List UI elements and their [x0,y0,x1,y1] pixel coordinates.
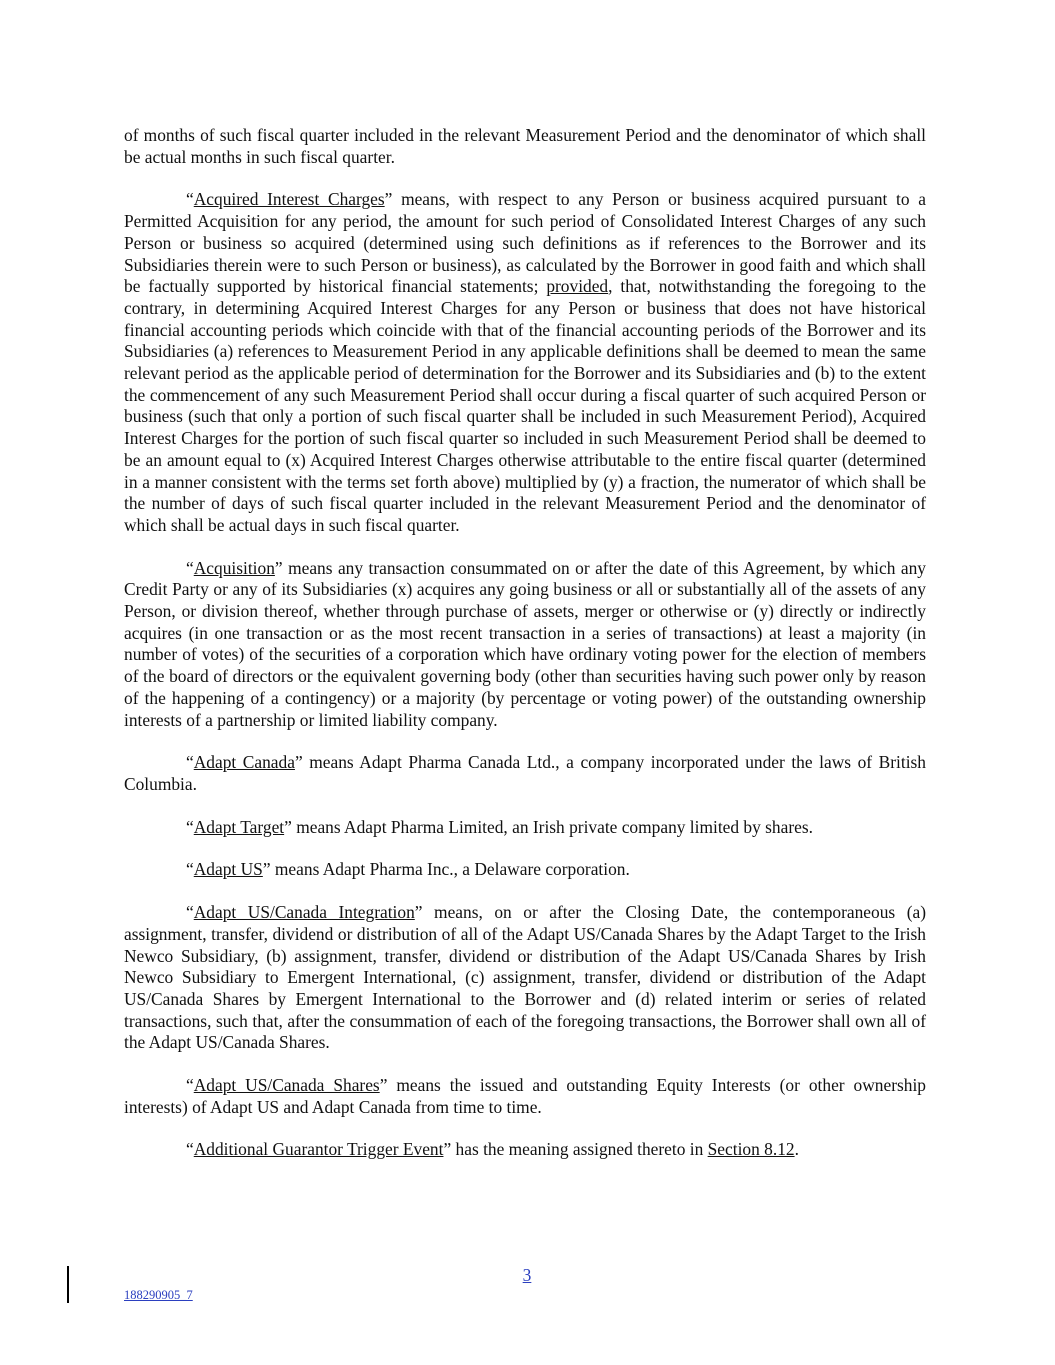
definition-adapt-us-canada-shares [124,1075,926,1118]
section-reference-link[interactable]: Section 8.12 [707,1139,795,1160]
definition-text: means, with respect to any Person or business acquired pursuant to a Permitted Acquisition for any period, the amount for such period of Consolidated Interest Charges of any such Person or business so acquired (determined using such definitions as if references to the Borrower and its Subsidiaries therein were to such Person or business), as calculated by the Borrower in good faith and which shall be factually supported by historical financial statements; [124,189,926,297]
close-quote: ” [294,752,303,773]
close-quote: ” [274,557,283,578]
definition-adapt-us [124,859,926,881]
definition-text: means Adapt Pharma Inc., a Delaware corporation. [270,859,630,880]
open-quote: “ [186,189,194,210]
defined-term: Adapt Target [193,816,285,837]
close-quote: ” [379,1075,388,1096]
defined-term: Adapt US/Canada Integration [193,902,415,923]
open-quote: “ [186,752,194,773]
page-number[interactable]: 3 [522,1265,532,1285]
open-quote: “ [186,902,194,923]
intro-paragraph: of months of such fiscal quarter included in the relevant Measurement Period and the denominator of which shall be actual months in such fiscal quarter. [124,125,926,167]
close-quote: ” [443,1139,452,1160]
defined-term: Additional Guarantor Trigger Event [193,1139,444,1160]
document-body [124,125,926,1182]
open-quote: “ [186,1139,194,1160]
close-quote: ” [284,816,292,837]
definition-text: means Adapt Pharma Limited, an Irish private company limited by shares. [291,816,813,837]
defined-term: Acquired Interest Charges [193,189,385,210]
definition-text-continued: , that, notwithstanding the foregoing to the contrary, in determining Acquired Interest Charges for any Person or business that does not have historical financial accounting periods which coincide with that of the financial accounting periods of the Borrower and its Subsidiaries (a) references to Measurement Period in any applicable definitions shall be deemed to mean the same relevant period as the applicable period of determination for the Borrower and its Subsidiaries and (b) to the extent the commencement of any such Measurement Period shall occur during a fiscal quarter of such acquired Person or business (such that only a portion of such fiscal quarter shall be included in such Measurement Period), Acquired Interest Charges for the portion of such fiscal quarter so included in such Measurement Period shall be deemed to be an amount equal to (x) Acquired Interest Charges otherwise attributable to the entire fiscal quarter (determined in a manner consistent with the terms set forth above) multiplied by (y) a fraction, the numerator of which shall be the number of days of such fiscal quarter included in the relevant Measurement Period and the denominator of which shall be actual days in such fiscal quarter. [124,276,927,535]
open-quote: “ [186,1075,194,1096]
document-id[interactable]: 188290905_7 [124,1288,193,1302]
definition-text: means the issued and outstanding Equity Interests (or other ownership interests) of Adapt US and Adapt Canada from time to time. [124,1075,926,1117]
defined-term: Adapt Canada [193,752,295,773]
definition-text: has the meaning assigned thereto in [451,1139,708,1160]
definition-acquisition [124,558,926,732]
change-bar [67,1266,69,1303]
defined-term: Adapt US [193,859,263,880]
definition-acquired-interest-charges [124,189,926,536]
defined-term: Acquisition [193,557,275,578]
defined-term: Adapt US/Canada Shares [193,1075,380,1096]
period: . [794,1139,799,1160]
definition-adapt-canada [124,752,926,795]
definition-additional-guarantor-trigger-event [124,1139,926,1161]
definition-adapt-us-canada-integration [124,902,926,1054]
close-quote: ” [384,189,393,210]
close-quote: ” [414,902,423,923]
open-quote: “ [186,859,194,880]
close-quote: ” [262,859,271,880]
provided-term: provided [546,276,609,297]
definition-adapt-target [124,817,926,839]
definition-text: means, on or after the Closing Date, the contemporaneous (a) assignment, transfer, dividend or distribution of all of the Adapt US/Canada Shares by the Adapt Target to the Irish Newco Subsidiary, (b) assignment, transfer, dividend or distribution of the Adapt US/Canada Shares by Irish Newco Subsidiary to Emergent International, (c) assignment, transfer, dividend or distribution of the Adapt US/Canada Shares by Emergent International to the Borrower and (d) related interim or series of related transactions, such that, after the consummation of each of the foregoing transactions, the Borrower shall own all of the Adapt US/Canada Shares. [124,902,927,1053]
open-quote: “ [186,557,194,578]
definition-text: means any transaction consummated on or after the date of this Agreement, by which any Credit Party or any of its Subsidiaries (x) acquires any going business or all or substantially all of the assets of any Person, or division thereof, whether through purchase of assets, merger or otherwise or (y) directly or indirectly acquires (in one transaction or as the most recent transaction in a series of transactions) at least a majority (in number of votes) of the securities of a corporation which have ordinary voting power for the election of members of the board of directors or the equivalent governing body (other than securities having such power only by reason of the happening of a contingency) or a majority (by percentage or voting power) of the outstanding ownership interests of a partnership or limited liability company. [124,557,926,730]
definition-text: means Adapt Pharma Canada Ltd., a company incorporated under the laws of British Columbia. [124,752,927,794]
open-quote: “ [186,816,194,837]
